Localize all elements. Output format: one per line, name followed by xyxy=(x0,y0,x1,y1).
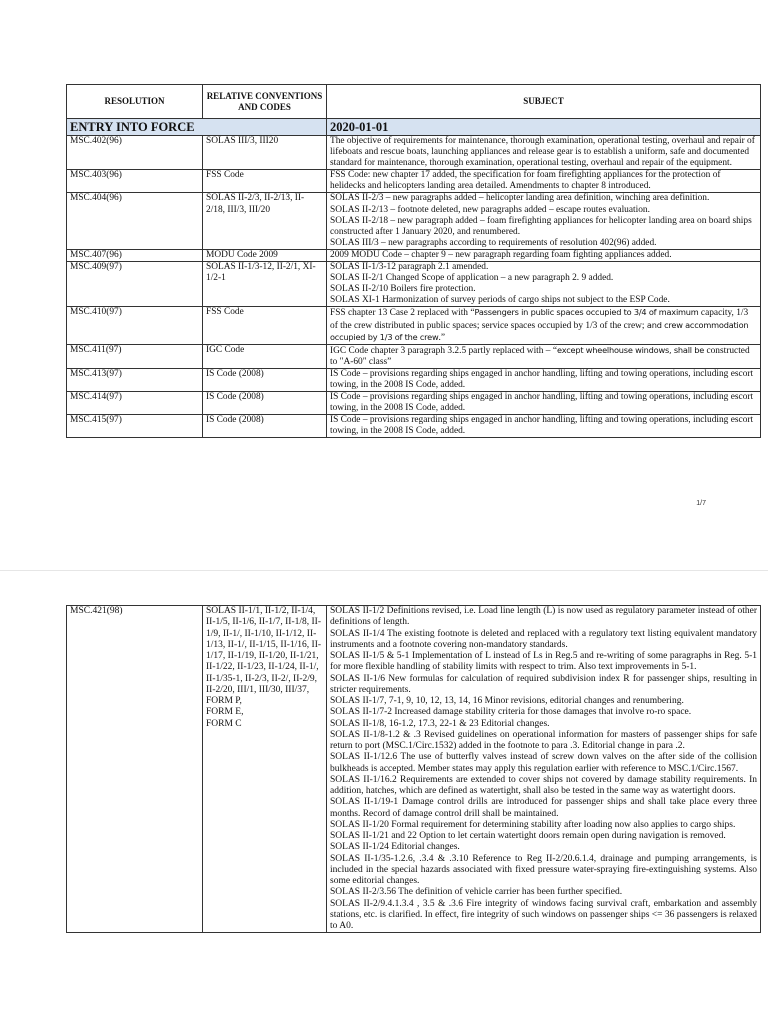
conventions-cell xyxy=(203,606,327,933)
subject-line: SOLAS XI-1 Harmonization of survey periods of cargo ships not subject to the ESP Code. xyxy=(330,295,670,306)
subject-line: FSS Code: new chapter 17 added, the specification for foam firefighting appliances for the protection of helidecks and helicopters landing area detailed. Amendments to chapter 8 introduced. xyxy=(330,170,721,192)
table-row xyxy=(67,262,761,307)
subject-line: SOLAS II-1/8, 16-1.2, 17.3, 22-1 & 23 Editorial changes. xyxy=(330,718,550,729)
conventions-cell: MODU Code 2009 xyxy=(203,249,327,261)
subject-line: SOLAS II-1/20 Formal requirement for determining stability after loading now also applies to cargo ships. xyxy=(330,819,736,830)
subject-line: SOLAS II-2/3.56 The definition of vehicle carrier has been further specified. xyxy=(330,887,623,898)
resolution-cell: MSC.411(97) xyxy=(67,344,203,368)
resolutions-table-continued xyxy=(66,605,761,933)
subject-line: SOLAS II-2/3 – new paragraphs added – helicopter landing area definition, winching area definition. xyxy=(330,193,710,204)
table-row xyxy=(67,249,761,261)
subject-text-before: IGC Code chapter 3 paragraph 3.2.5 partly replaced with – “ xyxy=(330,345,558,356)
subject-line: SOLAS II-1/7, 7-1, 9, 10, 12, 13, 14, 16 Minor revisions, editorial changes and renumbering. xyxy=(330,696,684,706)
subject-cell xyxy=(327,262,761,307)
table-row xyxy=(67,136,761,170)
subject-text-quote1: except wheelhouse windows, shall be xyxy=(557,344,705,355)
resolution-cell: MSC.403(96) xyxy=(67,170,203,193)
page-number: 1/7 xyxy=(696,500,706,507)
subject-line: SOLAS II-2/13 – footnote deleted, new paragraphs added – escape routes evaluation. xyxy=(330,204,650,215)
conventions-cell: IS Code (2008) xyxy=(203,392,327,415)
resolution-cell: MSC.409(97) xyxy=(67,262,203,307)
subject-cell xyxy=(327,193,761,249)
subject-line: SOLAS II-1/3-12 paragraph 2.1 amended. xyxy=(330,262,489,273)
table-row xyxy=(67,307,761,344)
subject-cell xyxy=(327,368,761,391)
resolution-cell: MSC.402(96) xyxy=(67,136,203,170)
conventions-cell: FSS Code xyxy=(203,307,327,344)
resolution-cell: MSC.414(97) xyxy=(67,392,203,415)
subject-line: SOLAS II-1/5 & 5-1 Implementation of L instead of Ls in Reg.5 and re-writing of some paragraphs in Reg. 5-1 for more flexible handling of stability limits with respect to trim. Also text improvements in 5-1. xyxy=(330,651,757,673)
subject-line: 2009 MODU Code – chapter 9 – new paragraph regarding foam fighting appliances added. xyxy=(330,249,672,260)
conventions-cell: SOLAS III/3, III20 xyxy=(203,136,327,170)
resolution-cell: MSC.415(97) xyxy=(67,415,203,438)
conventions-line: FORM E, xyxy=(206,707,244,718)
subject-line: SOLAS II-1/24 Editorial changes. xyxy=(330,842,460,853)
conventions-cell: IGC Code xyxy=(203,344,327,368)
subject-line: SOLAS II-1/6 New formulas for calculation of required subdivision index R for passenger ships, resulting in stricter requirements. xyxy=(330,673,757,695)
section-date: 2020-01-01 xyxy=(327,119,761,136)
subject-line: SOLAS II-1/8-1.2 & .3 Revised guidelines on operational information for masters of passenger ships for safe return to port (MSC.1/Circ.1532) added in the footnote to para .3. Editorial change in para .2. xyxy=(330,729,757,751)
conventions-cell: FSS Code xyxy=(203,170,327,193)
subject-cell xyxy=(327,606,761,933)
table-row xyxy=(67,170,761,193)
conventions-cell: IS Code (2008) xyxy=(203,368,327,391)
resolution-cell: MSC.413(97) xyxy=(67,368,203,391)
subject-line: The objective of requirements for maintenance, thorough examination, operational testing, overhaul and repair of lifeboats and rescue boats, launching appliances and release gear is to establish a uniform, safe and documented standard for maintenance, thorough examination, operational testing, overhaul and repair of the equipment. xyxy=(330,136,755,169)
subject-cell xyxy=(327,344,761,368)
subject-cell xyxy=(327,392,761,415)
subject-text-middle: constructed to "A-60" class” xyxy=(330,345,750,367)
conventions-line: FORM P, xyxy=(206,696,242,706)
subject-cell xyxy=(327,415,761,438)
resolution-cell: MSC.404(96) xyxy=(67,193,203,249)
section-label: ENTRY INTO FORCE xyxy=(67,119,327,136)
conventions-cell: IS Code (2008) xyxy=(203,415,327,438)
subject-cell xyxy=(327,170,761,193)
conventions-cell: SOLAS II-1/3-12, II-2/1, XI-1/2-1 xyxy=(203,262,327,307)
subject-text-quote2: and crew accommodation occupied by 1/3 of the crew xyxy=(330,319,749,342)
subject-cell xyxy=(327,307,761,344)
header-subject: SUBJECT xyxy=(327,85,761,119)
subject-line: IS Code – provisions regarding ships engaged in anchor handling, lifting and towing operations, including escort towing, in the 2008 IS Code, added. xyxy=(330,415,754,437)
table-row xyxy=(67,606,761,933)
entry-into-force-row xyxy=(67,119,761,136)
resolution-cell: MSC.410(97) xyxy=(67,307,203,344)
document-page-2 xyxy=(0,570,768,1025)
table-row xyxy=(67,392,761,415)
resolution-cell: MSC.421(98) xyxy=(67,606,203,933)
subject-text-quote1: Passengers in public spaces occupied to 3/4 of maximum xyxy=(474,307,699,318)
conventions-cell: SOLAS II-2/3, II-2/13, II-2/18, III/3, III/20 xyxy=(203,193,327,249)
subject-text-before: FSS chapter 13 Case 2 replaced with “ xyxy=(330,308,475,319)
subject-line: SOLAS II-1/16.2 Requirements are extended to cover ships not covered by damage stability requirements. In addition, hatches, which are defined as watertight, shall also be tested in the same way as watertight doors. xyxy=(330,774,757,796)
table-row xyxy=(67,368,761,391)
header-conventions: RELATIVE CONVENTIONS AND CODES xyxy=(203,85,327,119)
subject-line: IS Code – provisions regarding ships engaged in anchor handling, lifting and towing operations, including escort towing, in the 2008 IS Code, added. xyxy=(330,368,754,390)
subject-line: SOLAS II-1/19-1 Damage control drills are introduced for passenger ships and shall take place every three months. Record of damage control drill shall be maintained. xyxy=(330,797,757,819)
subject-line: SOLAS II-2/9.4.1.3.4 , 3.5 & .3.6 Fire integrity of windows facing survival craft, embarkation and assembly stations, etc. is clarified. In effect, fire integrity of such windows on passenger ships <= 36 passengers is relaxed to A0. xyxy=(330,898,757,931)
subject-cell xyxy=(327,249,761,261)
subject-line: SOLAS II-2/18 – new paragraph added – foam firefighting appliances for helicopter landing area on board ships constructed after 1 January 2020, and renumbered. xyxy=(330,215,752,237)
subject-line: SOLAS II-1/2 Definitions revised, i.e. Load line length (L) is now used as regulatory parameter instead of other definitions of length. xyxy=(330,606,757,628)
subject-line: SOLAS II-1/35-1.2.6, .3.4 & .3.10 Reference to Reg II-2/20.6.1.4, drainage and pumping arrangements, is included in the special hazards associated with fixed pressure water-spraying fire-extinguishing systems. Also some editorial changes. xyxy=(330,853,757,886)
conventions-line: SOLAS II-1/1, II-1/2, II-1/4, II-1/5, II-1/6, II-1/7, II-1/8, II-1/9, II-1/, II-1/10, II-1/12, II-1/13, II-1/, II-1/15, II-1/16, II-1/17, II-1/19, II-1/20, II-1/21, II-1/22, II-1/23, II-1/24, II-1/, II-1/35-1, II-2/3, II-2/, II-2/9, II-2/20, III/1, III/30, III/37, xyxy=(206,606,322,695)
subject-cell xyxy=(327,136,761,170)
table-row xyxy=(67,344,761,368)
table-row xyxy=(67,193,761,249)
subject-line: SOLAS II-1/7-2 Increased damage stability criteria for those damages that involve ro-ro space. xyxy=(330,707,692,718)
subject-line: SOLAS II-2/1 Changed Scope of application – a new paragraph 2. 9 added. xyxy=(330,273,614,284)
table-row xyxy=(67,415,761,438)
subject-line: SOLAS II-1/12.6 The use of butterfly valves instead of screw down valves on the after side of the collision bulkheads is accepted. Member states may apply this regulation earlier with reference to MSC.1/Circ.1567. xyxy=(330,752,757,774)
subject-text-middle: capacity, 1/3 of the crew distributed in public spaces; service spaces occupied by 1/3 of the crew; xyxy=(330,308,749,331)
subject-line: SOLAS II-1/21 and 22 Option to let certain watertight doors remain open during navigation is removed. xyxy=(330,831,726,841)
resolutions-table xyxy=(66,84,761,438)
subject-line: IS Code – provisions regarding ships engaged in anchor handling, lifting and towing operations, including escort towing, in the 2008 IS Code, added. xyxy=(330,392,754,414)
subject-line: SOLAS III/3 – new paragraphs according to requirements of resolution 402(96) added. xyxy=(330,237,657,248)
subject-line: SOLAS II-2/10 Boilers fire protection. xyxy=(330,284,476,295)
resolution-cell: MSC.407(96) xyxy=(67,249,203,261)
conventions-line: FORM C xyxy=(206,718,242,729)
subject-text-after: .” xyxy=(438,332,446,343)
header-resolution: RESOLUTION xyxy=(67,85,203,119)
subject-line: SOLAS II-1/4 The existing footnote is deleted and replaced with a regulatory text listing equivalent mandatory instruments and a footnote covering non-mandatory standards. xyxy=(330,628,757,650)
table-header-row xyxy=(67,85,761,119)
